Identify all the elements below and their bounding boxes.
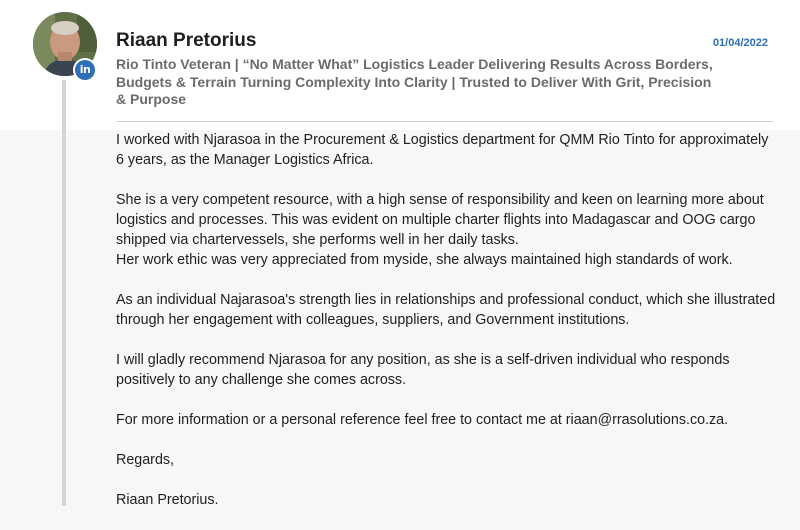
paragraph: As an individual Najarasoa's strength lies in relationships and professional conduct, which she illustrated through her engagement with colleagues, suppliers, and Government institutions. bbox=[116, 292, 776, 328]
paragraph: She is a very competent resource, with a high sense of responsibility and keen on learning more about logistics and processes. This was evident on multiple charter flights into Madagascar and OOG cargo shipped via chartervessels, she performs well in her daily tasks. bbox=[116, 192, 764, 248]
paragraph: I worked with Njarasoa in the Procurement & Logistics department for QMM Rio Tinto for approximately 6 years, as the Manager Logistics Africa. bbox=[116, 132, 769, 168]
recommendation-body bbox=[116, 130, 776, 530]
linkedin-icon: in bbox=[75, 60, 95, 80]
paragraph: Her work ethic was very appreciated from myside, she always maintained high standards of work. bbox=[116, 252, 733, 268]
linkedin-badge bbox=[73, 58, 97, 82]
paragraph: I will gladly recommend Njarasoa for any position, as she is a self-driven individual who responds positively to any challenge she comes across. bbox=[116, 352, 730, 388]
signature: Riaan Pretorius. bbox=[116, 492, 219, 508]
author-name[interactable]: Riaan Pretorius bbox=[116, 30, 257, 51]
closing: Regards, bbox=[116, 452, 175, 468]
recommendation-date: 01/04/2022 bbox=[712, 37, 768, 49]
author-headline: Rio Tinto Veteran | “No Matter What” Logistics Leader Delivering Results Across Borders, Budgets & Terrain Turning Complexity Into Clarity | Trusted to Deliver With Grit, Precision & Purpose bbox=[116, 56, 713, 107]
paragraph-contact: For more information or a personal reference feel free to contact me at riaan@rrasolutions.co.za. bbox=[116, 412, 729, 428]
divider bbox=[116, 121, 773, 122]
timeline-line bbox=[62, 80, 66, 506]
